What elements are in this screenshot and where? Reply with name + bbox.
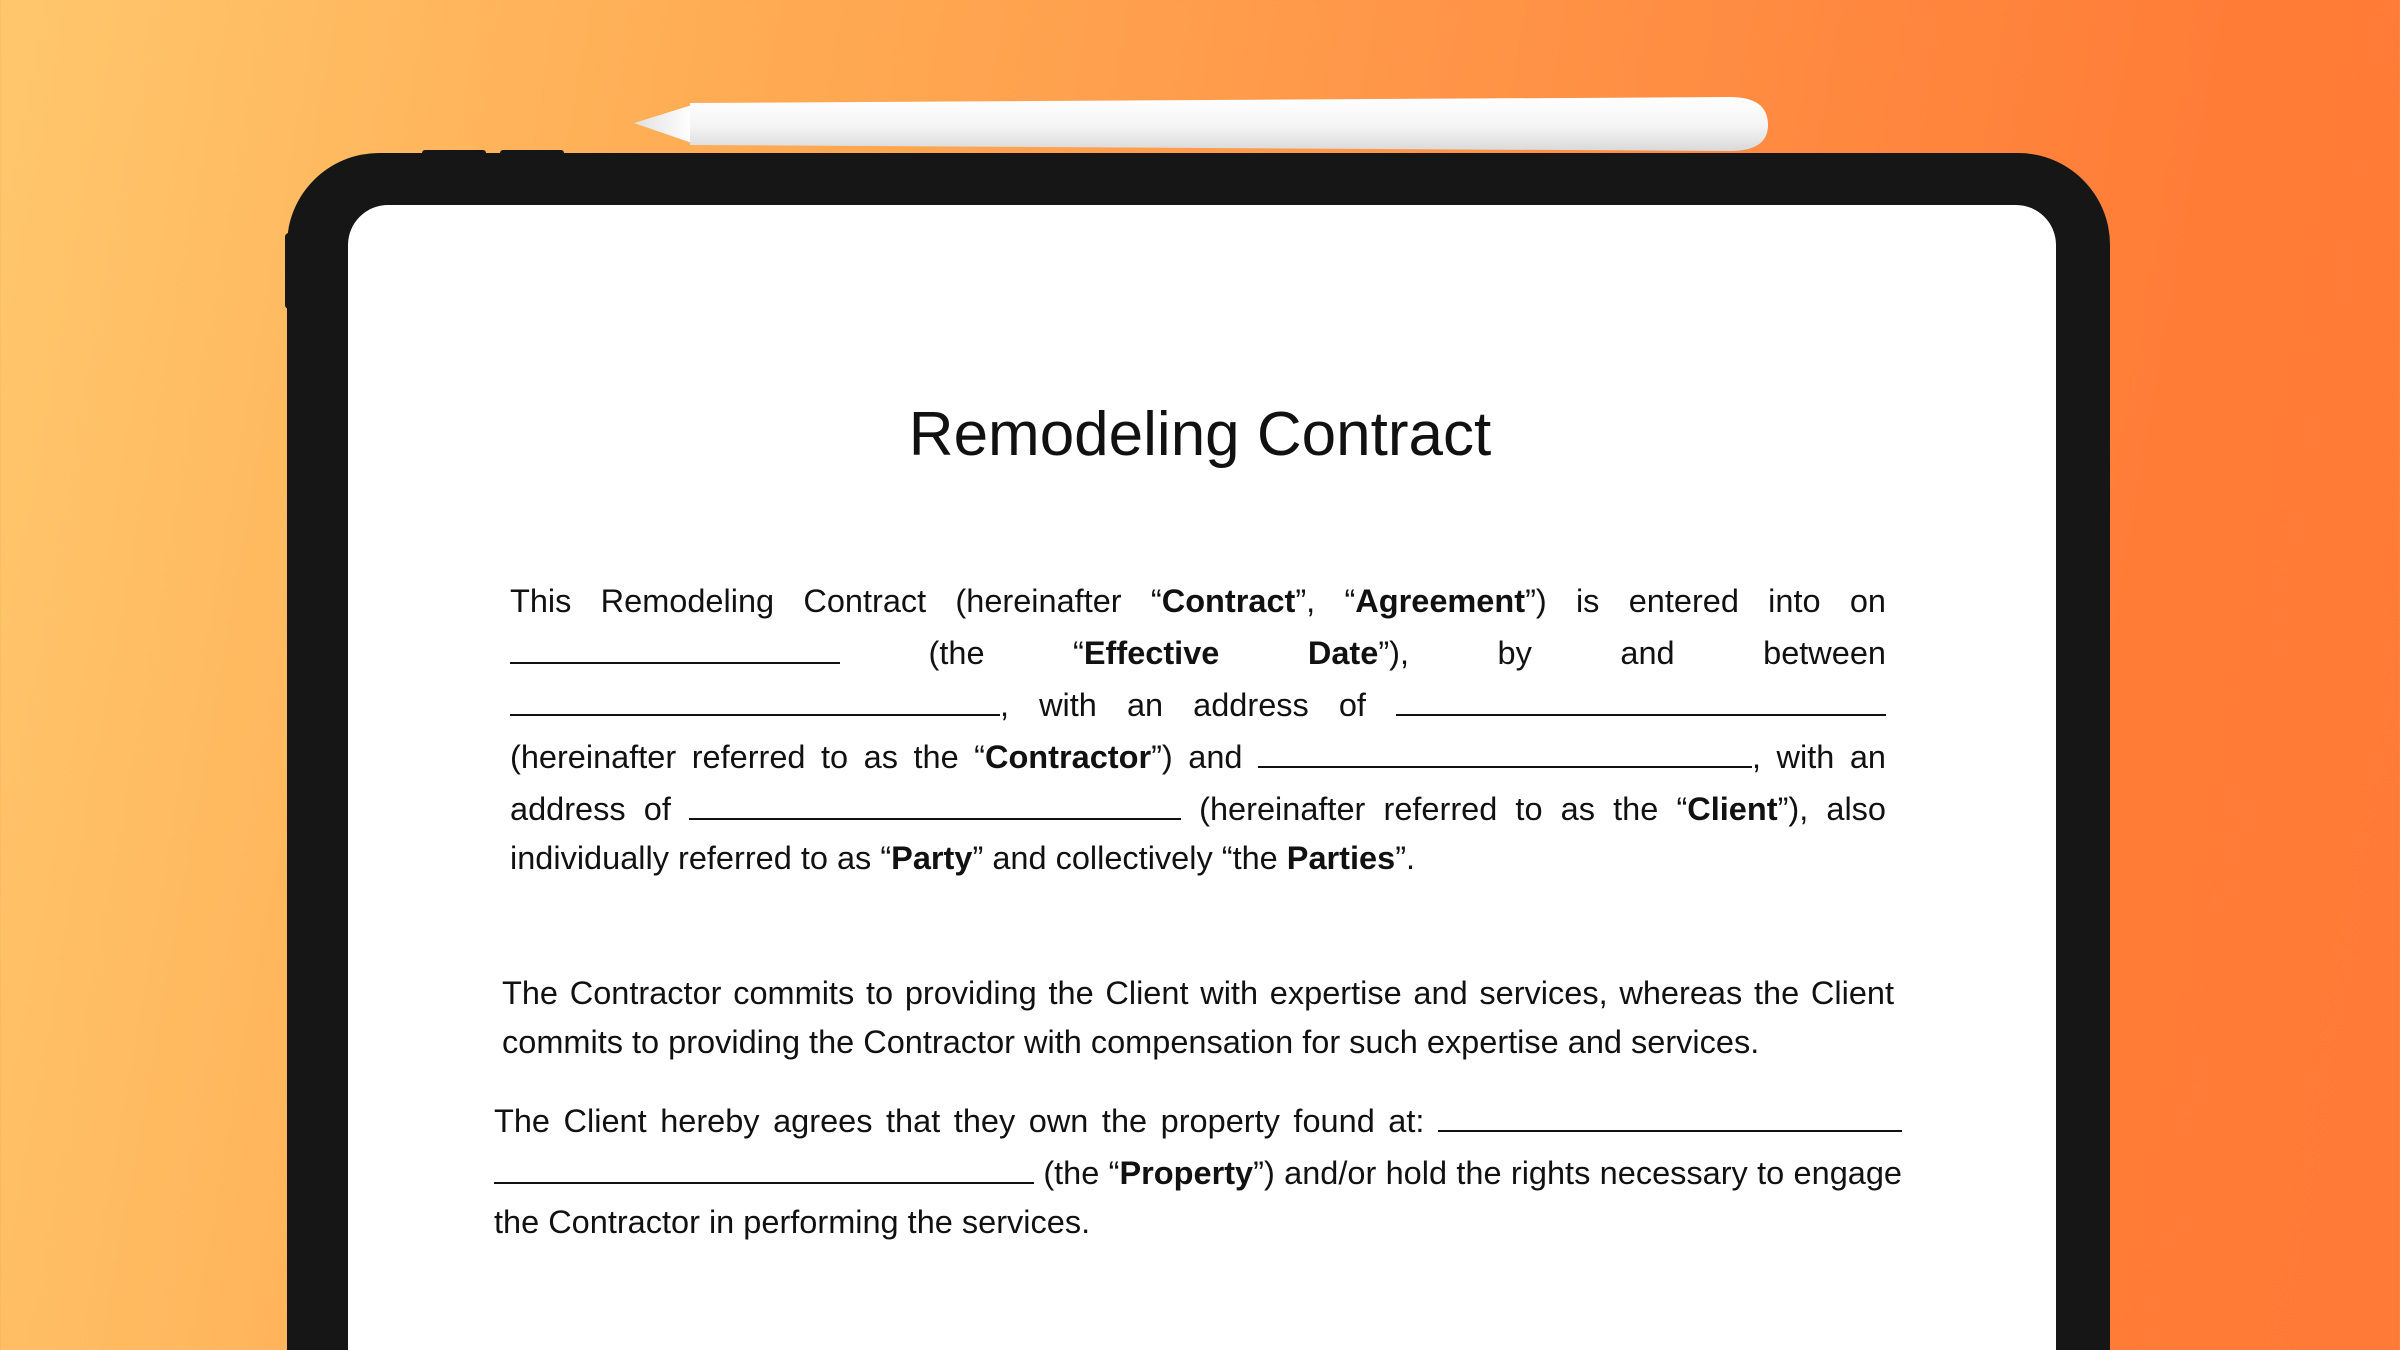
intro-text: ” and collectively “the [972,840,1287,876]
intro-text: This Remodeling Contract (hereinafter “ [510,583,1162,619]
blank-client-name-field[interactable] [1258,730,1752,768]
intro-text: (the “ [840,635,1084,671]
blank-date-field[interactable] [510,626,840,664]
intro-paragraph [510,577,1886,883]
tablet-side-button [285,233,299,309]
pencil-tip [634,105,692,143]
document-title: Remodeling Contract [908,400,1492,469]
term-agreement: Agreement [1355,583,1526,619]
property-text: (the “ [1034,1155,1120,1191]
intro-text: ”) is entered into on [1525,583,1886,619]
intro-text: ”) and [1151,739,1258,775]
property-text: ”) and/or hold the rights necessary to engage the Contractor in performing the services. [494,1155,1902,1240]
intro-text: ”), by and between [1378,635,1886,671]
blank-contractor-name-field[interactable] [510,678,1000,716]
intro-text: ”. [1395,840,1416,876]
term-contractor: Contractor [984,739,1152,775]
term-client: Client [1687,791,1778,827]
tablet-volume-down-button [500,150,564,156]
intro-text: (hereinafter referred to as the “ [1181,791,1688,827]
term-property: Property [1119,1155,1254,1191]
term-effective-date: Effective Date [1083,635,1379,671]
intro-text: (hereinafter referred to as the “ [510,739,985,775]
blank-client-address-field[interactable] [689,782,1181,820]
term-contract: Contract [1161,583,1296,619]
intro-text: ”, “ [1295,583,1356,619]
term-party: Party [891,840,973,876]
blank-property-address-field-2[interactable] [494,1146,1034,1184]
term-parties: Parties [1286,840,1396,876]
pencil-body [690,97,1768,151]
pencil-icon [630,93,1770,153]
blank-property-address-field[interactable] [1438,1094,1902,1132]
intro-text: , with an address of [1000,687,1396,723]
intro-text: , with an address of [510,739,1886,827]
commitment-paragraph: The Contractor commits to providing the Client with expertise and services, whereas the Client commits to providing the Contractor with compensation for such expertise and services. [502,975,1894,1060]
tablet-volume-up-button [422,150,486,156]
intro-text: ”), also individually referred to as “ [510,791,1886,876]
property-text: The Client hereby agrees that they own the property found at: [494,1103,1438,1139]
property-paragraph [494,1094,1902,1247]
stylus-pencil [630,93,1770,153]
blank-contractor-address-field[interactable] [1396,678,1886,716]
